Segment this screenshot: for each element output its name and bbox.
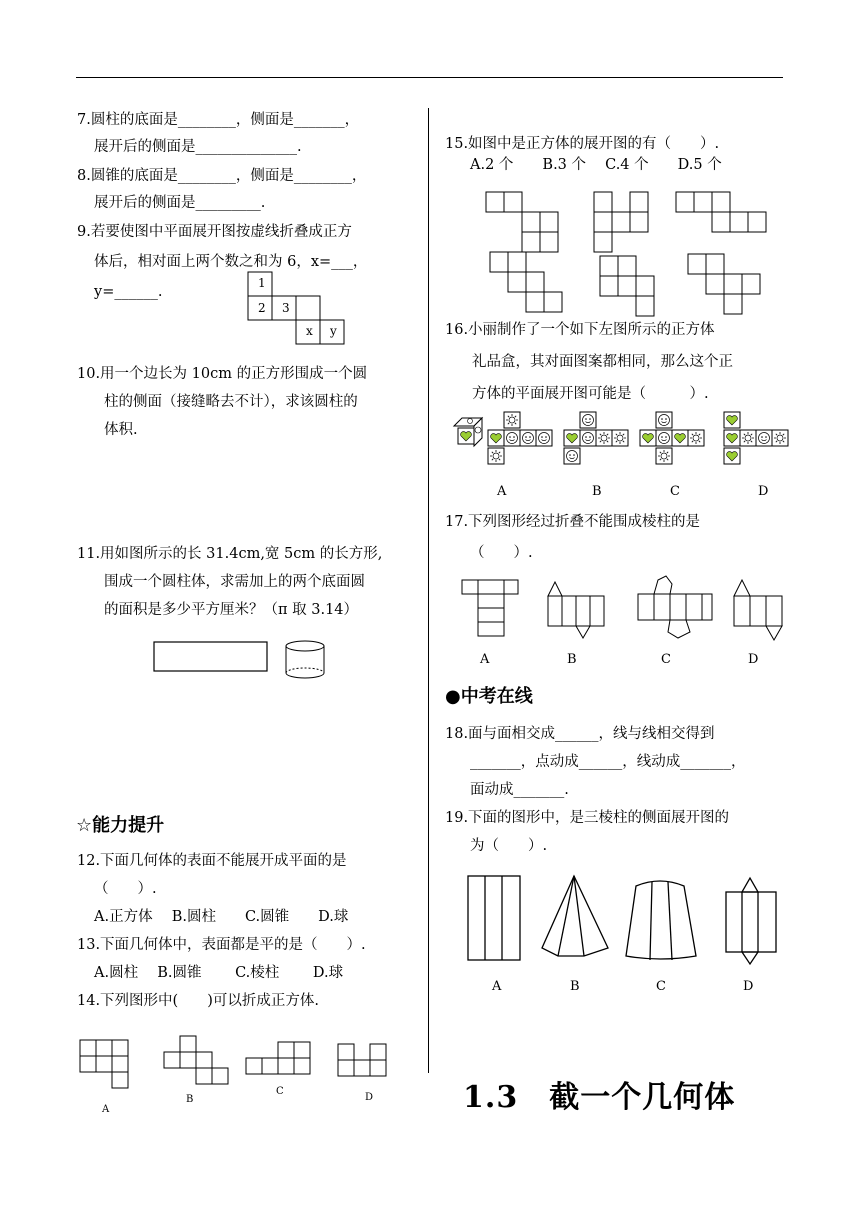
q17-label-b: B: [567, 652, 577, 667]
q19-line-1: 19.下面的图形中，是三棱柱的侧面展开图的: [445, 810, 730, 826]
q14-label-a: A: [102, 1104, 110, 1115]
q13-line-1: 13.下面几何体中，表面都是平的是（ ）.: [77, 937, 366, 953]
header-rule: [76, 77, 783, 78]
q15-line-1: 15.如图中是正方体的展开图的有（ ）.: [445, 136, 720, 152]
q9-line-2: 体后，相对面上两个数之和为 6，x=___，: [94, 254, 368, 270]
q16-label-d: D: [758, 484, 769, 499]
q16-line-1: 16.小丽制作了一个如下左图所示的正方体: [445, 322, 715, 338]
q9-line-3: y=______.: [94, 284, 163, 300]
q15-nets-figure: [482, 190, 782, 316]
q17-line-1: 17.下列图形经过折叠不能围成棱柱的是: [445, 514, 701, 530]
q17-line-2: （ ）.: [470, 545, 533, 561]
q12-options: A.正方体 B.圆柱 C.圆锥 D.球: [94, 909, 349, 925]
q15-options: A.2 个 B.3 个 C.4 个 D.5 个: [470, 157, 722, 173]
q19-label-a: A: [492, 979, 502, 994]
q16-label-a: A: [497, 484, 507, 499]
q14-label-b: B: [186, 1094, 194, 1105]
ability-heading: ☆能力提升: [76, 815, 165, 836]
q9-cell-2: 2: [258, 301, 266, 315]
q12-line-1: 12.下面几何体的表面不能展开成平面的是: [77, 853, 347, 869]
q17-label-a: A: [480, 652, 490, 667]
q19-label-b: B: [570, 979, 580, 994]
q17-label-d: D: [748, 652, 759, 667]
q19-figures: [464, 870, 784, 965]
q10-line-1: 10.用一个边长为 10cm 的正方形围成一个圆: [77, 366, 368, 382]
q18-line-1: 18.面与面相交成______，线与线相交得到: [445, 726, 715, 742]
q9-line-1: 9.若要使图中平面展开图按虚线折叠成正方: [77, 224, 352, 240]
exam-heading: ●中考在线: [445, 686, 533, 707]
column-divider: [428, 108, 429, 1073]
q10-line-3: 体积.: [104, 422, 138, 438]
q11-line-2: 围成一个圆柱体，求需加上的两个底面圆: [104, 574, 365, 590]
q14-label-d: D: [365, 1092, 374, 1103]
q9-cell-3: 3: [282, 301, 290, 315]
giftbox-cube: [454, 418, 482, 446]
q17-prism-nets-figure: [458, 572, 788, 647]
q9-net-figure: [248, 272, 348, 346]
q18-line-3: 面动成_______.: [470, 782, 569, 798]
q16-line-2: 礼品盒，其对面图案都相同，那么这个正: [472, 354, 733, 370]
q17-label-c: C: [661, 652, 671, 667]
q12-line-2: （ ）.: [94, 881, 157, 897]
q14-label-c: C: [276, 1086, 284, 1097]
q16-giftbox-figure: [450, 408, 795, 472]
q18-line-2: _______，点动成______，线动成_______，: [470, 754, 746, 770]
q16-label-b: B: [592, 484, 602, 499]
q9-cell-y: y: [330, 324, 337, 338]
q8-line-2: 展开后的侧面是_________.: [94, 195, 266, 211]
q8-line-1: 8.圆锥的底面是________，侧面是________，: [77, 168, 367, 184]
q19-label-c: C: [656, 979, 666, 994]
q11-line-3: 的面积是多少平方厘米？（π 取 3.14）: [104, 602, 359, 618]
q10-line-2: 柱的侧面（接缝略去不计），求该圆柱的: [104, 394, 358, 410]
q9-cell-1: 1: [258, 276, 266, 290]
q7-line-1: 7.圆柱的底面是________，侧面是_______，: [77, 112, 360, 128]
q19-line-2: 为（ ）.: [470, 838, 548, 854]
q14-nets-figure: [78, 1032, 398, 1116]
section-title: 1.3 截一个几何体: [463, 1080, 736, 1115]
q16-line-3: 方体的平面展开图可能是（ ）.: [472, 386, 709, 402]
q14-line-1: 14.下列图形中( )可以折成正方体.: [77, 993, 319, 1009]
q19-label-d: D: [743, 979, 754, 994]
q11-rectangle-cylinder-figure: [150, 636, 330, 684]
q7-line-2: 展开后的侧面是______________.: [94, 139, 302, 155]
q16-label-c: C: [670, 484, 680, 499]
q9-cell-x: x: [306, 324, 313, 338]
q13-options: A.圆柱 B.圆锥 C.棱柱 D.球: [94, 965, 344, 981]
q11-line-1: 11.用如图所示的长 31.4cm,宽 5cm 的长方形,: [77, 546, 383, 562]
